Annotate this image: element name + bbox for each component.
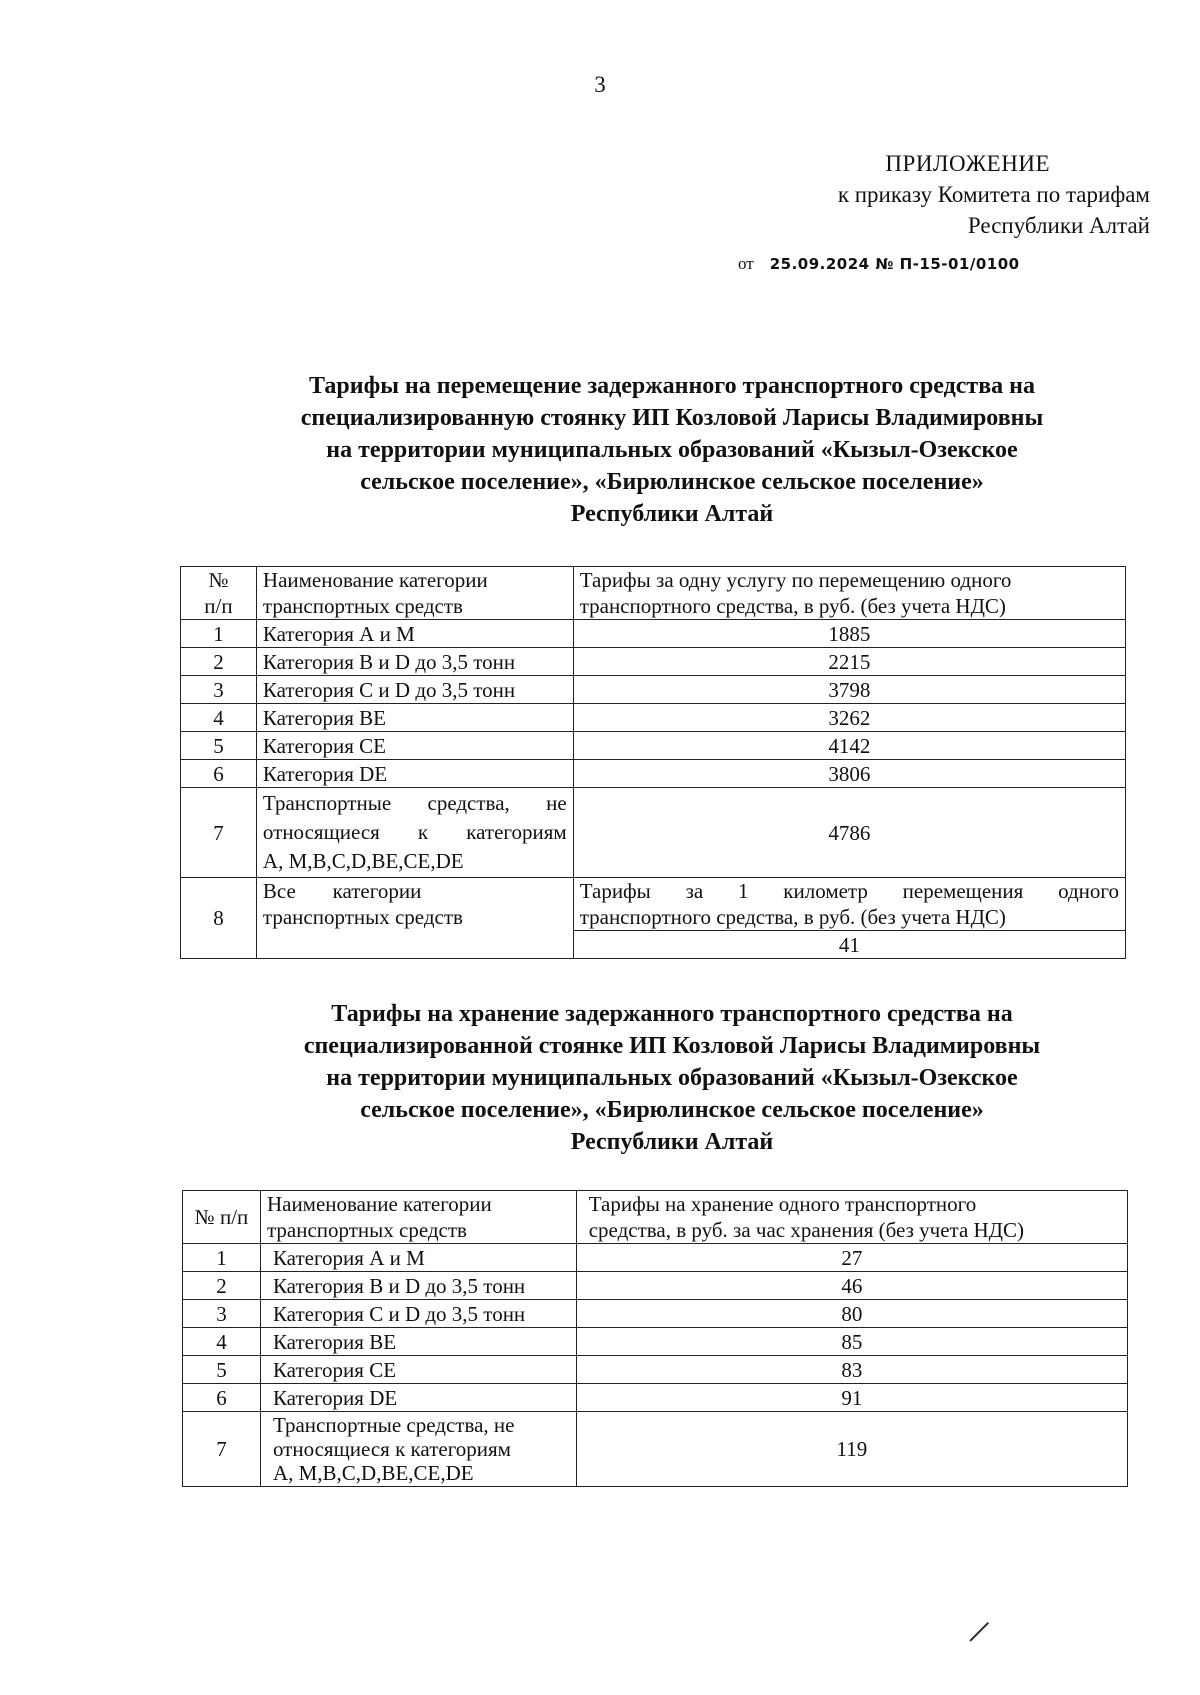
table-row	[181, 676, 1126, 704]
row-value: 2215	[573, 648, 1125, 676]
appendix-title: ПРИЛОЖЕНИЕ	[885, 151, 1050, 176]
header-tariff-line: Тарифы за одну услугу по перемещению одного	[579, 568, 1012, 592]
header-tariff	[576, 1191, 1127, 1244]
header-tariff-line: транспортного средства, в руб. (без учета НДС)	[579, 594, 1006, 618]
heading-line: Тарифы на хранение задержанного транспортного средства на	[331, 1001, 1013, 1027]
row-tariff-line: транспортного средства, в руб. (без учета НДС)	[579, 905, 1006, 929]
heading-line: Республики Алтай	[570, 1129, 774, 1155]
table-row	[183, 1356, 1128, 1384]
order-date-line	[738, 253, 1020, 275]
table-header-row	[183, 1191, 1128, 1244]
row-num: 5	[181, 732, 257, 760]
row-value: 3806	[573, 760, 1125, 788]
appendix-block	[690, 148, 1150, 241]
row-name-line: А, М,В,С,D,ВЕ,СЕ,DЕ	[262, 849, 464, 873]
pen-mark	[969, 1622, 989, 1642]
heading-line: на территории муниципальных образований «Кызыл-Озекское	[326, 1065, 1018, 1091]
table-row	[183, 1412, 1128, 1487]
row-value: 83	[576, 1356, 1127, 1384]
page-number: 3	[594, 72, 606, 97]
row-name	[256, 788, 573, 878]
header-tariff	[573, 567, 1125, 620]
header-tariff-line: средства, в руб. за час хранения (без учета НДС)	[588, 1218, 1025, 1242]
row-tariff-header	[573, 878, 1125, 931]
row-name: Категория DЕ	[256, 760, 573, 788]
header-num: № п/п	[183, 1191, 261, 1244]
row-value: 4786	[573, 788, 1125, 878]
row-num: 3	[183, 1300, 261, 1328]
date-prefix: от	[738, 254, 754, 273]
table-header-row	[181, 567, 1126, 620]
heading-line: сельское поселение», «Бирюлинское сельское поселение»	[360, 469, 984, 495]
table-row	[181, 878, 1126, 931]
row-num: 2	[181, 648, 257, 676]
row-name-line: Транспортные средства, не	[262, 791, 567, 815]
row-name-line: Транспортные средства, не	[272, 1413, 515, 1437]
heading-line: специализированную стоянку ИП Козловой Ларисы Владимировны	[300, 405, 1044, 431]
row-name	[260, 1412, 576, 1487]
section-2-heading	[232, 998, 1112, 1158]
row-num: 6	[183, 1384, 261, 1412]
row-num: 4	[181, 704, 257, 732]
heading-line: на территории муниципальных образований «Кызыл-Озекское	[326, 437, 1018, 463]
row-name-line: Все категории	[262, 879, 422, 903]
header-name	[260, 1191, 576, 1244]
row-value: 91	[576, 1384, 1127, 1412]
row-value: 41	[573, 931, 1125, 959]
table-row	[183, 1272, 1128, 1300]
row-value: 46	[576, 1272, 1127, 1300]
header-name	[256, 567, 573, 620]
table-row	[181, 704, 1126, 732]
header-num-line: №	[208, 568, 229, 592]
header-num	[181, 567, 257, 620]
row-num: 7	[181, 788, 257, 878]
row-name: Категория В и D до 3,5 тонн	[256, 648, 573, 676]
row-num: 1	[183, 1244, 261, 1272]
row-name: Категория СЕ	[256, 732, 573, 760]
row-name-line: относящиеся к категориям	[262, 820, 567, 844]
row-num: 3	[181, 676, 257, 704]
header-name-line: Наименование категории	[262, 568, 488, 592]
table-row	[183, 1244, 1128, 1272]
row-num: 2	[183, 1272, 261, 1300]
row-num: 6	[181, 760, 257, 788]
storage-tariff-table	[182, 1190, 1128, 1487]
row-name: Категория ВЕ	[256, 704, 573, 732]
row-value: 80	[576, 1300, 1127, 1328]
date-stamp: 25.09.2024 № П-15-01/0100	[769, 255, 1020, 273]
row-name: Категория С и D до 3,5 тонн	[260, 1300, 576, 1328]
table-row	[181, 760, 1126, 788]
row-value: 119	[576, 1412, 1127, 1487]
table-row	[181, 788, 1126, 878]
row-name-line: А, М,В,С,D,ВЕ,СЕ,DЕ	[272, 1461, 474, 1485]
row-value: 3798	[573, 676, 1125, 704]
appendix-line-2: Республики Алтай	[967, 213, 1150, 238]
row-num: 1	[181, 620, 257, 648]
row-name-line: относящиеся к категориям	[272, 1437, 511, 1461]
heading-line: Тарифы на перемещение задержанного транспортного средства на	[309, 373, 1035, 399]
table-row	[183, 1300, 1128, 1328]
table-row	[183, 1384, 1128, 1412]
row-name: Категория А и М	[256, 620, 573, 648]
heading-line: Республики Алтай	[570, 501, 774, 527]
row-tariff-line: Тарифы за 1 километр перемещения одного	[579, 879, 1119, 903]
row-value: 4142	[573, 732, 1125, 760]
table-row	[183, 1328, 1128, 1356]
table-row	[181, 732, 1126, 760]
row-name-line: транспортных средств	[262, 905, 463, 929]
row-value: 3262	[573, 704, 1125, 732]
header-name-line: транспортных средств	[266, 1218, 467, 1242]
relocation-tariff-table	[180, 566, 1126, 959]
row-num: 7	[183, 1412, 261, 1487]
header-num-line: п/п	[204, 594, 233, 618]
row-name: Категория DЕ	[260, 1384, 576, 1412]
header-name-line: транспортных средств	[262, 594, 463, 618]
table-row	[181, 648, 1126, 676]
row-name	[256, 878, 573, 959]
row-name: Категория СЕ	[260, 1356, 576, 1384]
row-num: 5	[183, 1356, 261, 1384]
row-name: Категория В и D до 3,5 тонн	[260, 1272, 576, 1300]
appendix-line-1: к приказу Комитета по тарифам	[837, 182, 1150, 207]
row-value: 85	[576, 1328, 1127, 1356]
row-num: 4	[183, 1328, 261, 1356]
heading-line: специализированной стоянке ИП Козловой Ларисы Владимировны	[303, 1033, 1041, 1059]
row-value: 27	[576, 1244, 1127, 1272]
header-name-line: Наименование категории	[266, 1192, 492, 1216]
row-name: Категория С и D до 3,5 тонн	[256, 676, 573, 704]
row-name: Категория ВЕ	[260, 1328, 576, 1356]
row-name: Категория А и М	[260, 1244, 576, 1272]
header-tariff-line: Тарифы на хранение одного транспортного	[588, 1192, 977, 1216]
heading-line: сельское поселение», «Бирюлинское сельское поселение»	[360, 1097, 984, 1123]
section-1-heading	[232, 370, 1112, 530]
row-value: 1885	[573, 620, 1125, 648]
table-row	[181, 620, 1126, 648]
row-num: 8	[181, 878, 257, 959]
